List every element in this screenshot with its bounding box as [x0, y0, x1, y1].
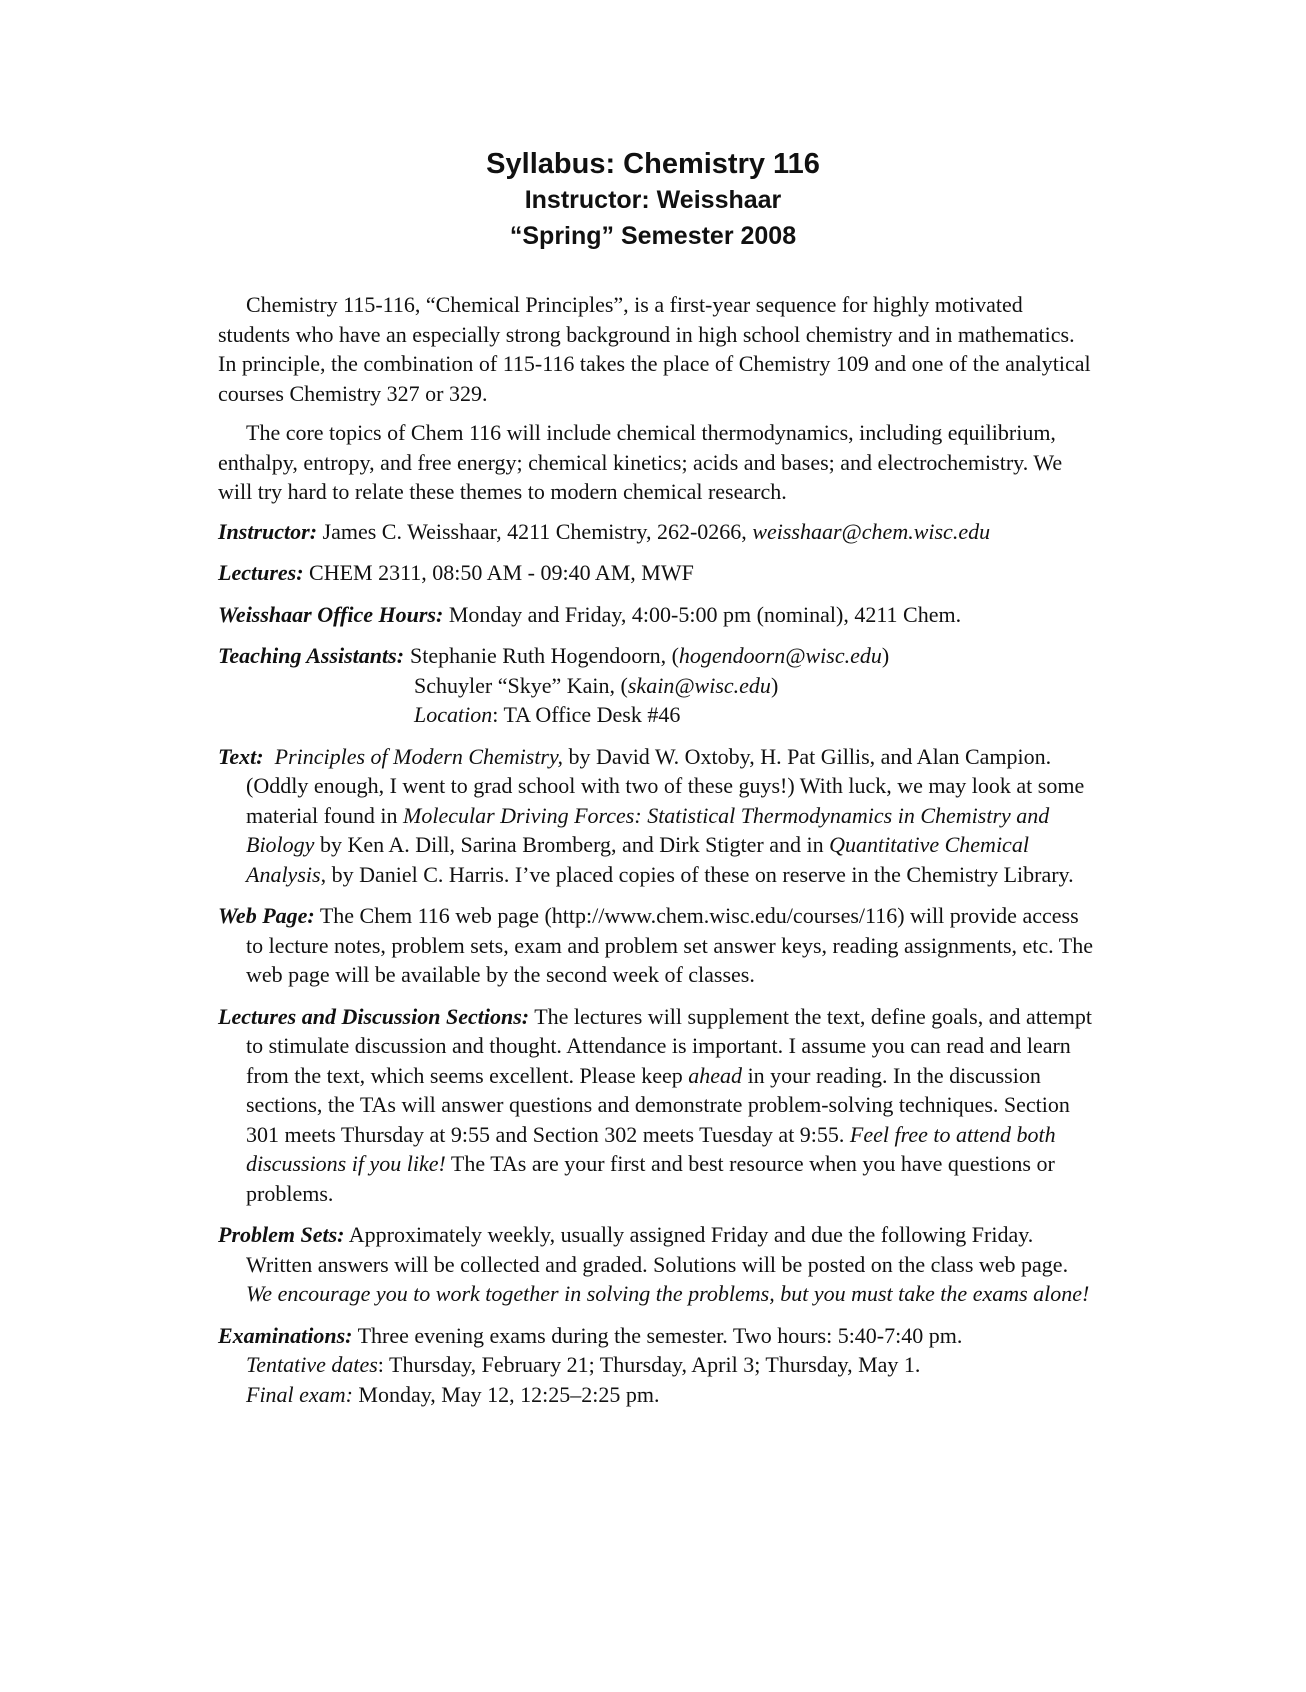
- page-title: Syllabus: Chemistry 116: [486, 148, 820, 180]
- tentative-label: Tentative dates: [246, 1352, 378, 1377]
- office-hours-details: Monday and Friday, 4:00-5:00 pm (nominal), 4211 Chem.: [443, 601, 962, 627]
- lectures-details: CHEM 2311, 08:50 AM - 09:40 AM, MWF: [303, 560, 694, 585]
- syllabus-body: [218, 290, 1098, 1421]
- ta-name: Schuyler “Skye” Kain, (: [414, 672, 628, 698]
- ta-email-link[interactable]: skain@wisc.edu: [627, 672, 771, 698]
- ta-paren: ): [770, 672, 779, 698]
- web-page-label: Web Page:: [218, 903, 315, 928]
- web-page-details: The Chem 116 web page (http://www.chem.wisc.edu/courses/116) will provide access to lecture notes, problem sets, exam and problem set answer keys, reading assignments, etc. The web page will be available by the second week of classes.: [246, 903, 1093, 987]
- web-page-section: [218, 901, 1098, 990]
- instructor-details: James C. Weisshaar, 4211 Chemistry, 262-0266,: [317, 518, 753, 544]
- teaching-assistants-label: Teaching Assistants:: [218, 643, 405, 668]
- discussion-section: [218, 1002, 1098, 1209]
- ta-entry-kain: [410, 671, 889, 701]
- discussion-details-2: in your reading. In the discussion sections, the TAs will answer questions and demonstrate problem-solving techniques. Section 301 meets Thursday at 9:55 and Section 302 meets Tuesday at 9:55.: [246, 1062, 1070, 1147]
- text-details-3: , by Daniel C. Harris. I’ve placed copies of these on reserve in the Chemistry Library.: [320, 861, 1074, 887]
- instructor-email-link[interactable]: weisshaar@chem.wisc.edu: [752, 518, 991, 544]
- problem-sets-details: Approximately weekly, usually assigned Friday and due the following Friday. Written answers will be collected and graded. Solutions will be posted on the class web page.: [246, 1222, 1069, 1277]
- final-exam-label: Final exam:: [246, 1381, 353, 1407]
- discussion-emphasis-ahead: ahead: [688, 1062, 743, 1088]
- location-text: : TA Office Desk #46: [492, 702, 681, 727]
- examinations-section: [218, 1321, 1098, 1410]
- problem-sets-emphasis: We encourage you to work together in solving the problems, but you must take the exams alone!: [246, 1281, 1090, 1306]
- teaching-assistants-list: [410, 641, 889, 730]
- ta-location: [410, 700, 889, 730]
- discussion-emphasis-attend: Feel free to attend both discussions if you like!: [246, 1121, 1056, 1176]
- text-details-1: by David W. Oxtoby, H. Pat Gillis, and Alan Campion. (Oddly enough, I went to grad school with two of these guys!) With luck, we may look at some material found in: [246, 743, 1085, 828]
- tentative-text: : Thursday, February 21; Thursday, April 3; Thursday, May 1.: [377, 1352, 921, 1377]
- book-title-dill: Molecular Driving Forces: Statistical Thermodynamics in Chemistry and Biology: [246, 802, 1050, 857]
- examinations-details: Three evening exams during the semester. Two hours: 5:40-7:40 pm.: [352, 1322, 963, 1348]
- instructor-section: [218, 517, 1098, 547]
- instructor-heading: Instructor: Weisshaar: [524, 186, 782, 214]
- examinations-label: Examinations:: [218, 1322, 353, 1348]
- lectures-label: Lectures:: [218, 560, 304, 585]
- ta-name: Stephanie Ruth Hogendoorn, (: [410, 643, 679, 668]
- final-exam-text: Monday, May 12, 12:25–2:25 pm.: [352, 1381, 660, 1407]
- examinations-summary: [218, 1321, 1098, 1351]
- exam-final: [218, 1380, 1098, 1410]
- intro-paragraph-2: The core topics of Chem 116 will include chemical thermodynamics, including equilibrium, enthalpy, entropy, and free energy; chemical kinetics; acids and bases; and electrochemistry. We will try hard to relate these themes to modern chemical research.: [218, 420, 1063, 504]
- discussion-details-1: The lectures will supplement the text, define goals, and attempt to stimulate discussion and thought. Attendance is important. I assume you can read and learn from the text, which seems excellent. Please keep: [246, 1003, 1092, 1088]
- discussion-label: Lectures and Discussion Sections:: [218, 1003, 530, 1029]
- text-label: Text:: [218, 743, 264, 769]
- instructor-label: Instructor:: [218, 518, 318, 544]
- text-section: [218, 742, 1098, 890]
- problem-sets-section: [218, 1220, 1098, 1309]
- office-hours-label: Weisshaar Office Hours:: [218, 601, 444, 627]
- exam-tentative-dates: [218, 1350, 1098, 1380]
- lectures-section: [218, 558, 1098, 588]
- semester-heading: “Spring” Semester 2008: [509, 222, 797, 250]
- office-hours-section: [218, 600, 1098, 630]
- intro-paragraph-1: Chemistry 115-116, “Chemical Principles”, is a first-year sequence for highly motivated students who have an especially strong background in high school chemistry and in mathematics. In principle, the combination of 115-116 takes the place of Chemistry 109 and one of the analytical courses Chemistry 327 or 329.: [218, 292, 1091, 406]
- book-title-harris: Quantitative Chemical Analysis: [246, 832, 1029, 887]
- ta-email-link[interactable]: hogendoorn@wisc.edu: [678, 643, 882, 668]
- book-title-oxtoby: Principles of Modern Chemistry,: [274, 743, 564, 769]
- ta-entry-hogendoorn: [410, 641, 889, 671]
- text-details-2: by Ken A. Dill, Sarina Bromberg, and Dirk Stigter and in: [314, 832, 830, 857]
- teaching-assistants-section: [218, 641, 1098, 730]
- discussion-details-3: The TAs are your first and best resource when you have questions or problems.: [246, 1151, 1055, 1206]
- problem-sets-label: Problem Sets:: [218, 1222, 345, 1247]
- location-label: Location: [414, 702, 493, 727]
- ta-paren: ): [881, 643, 890, 668]
